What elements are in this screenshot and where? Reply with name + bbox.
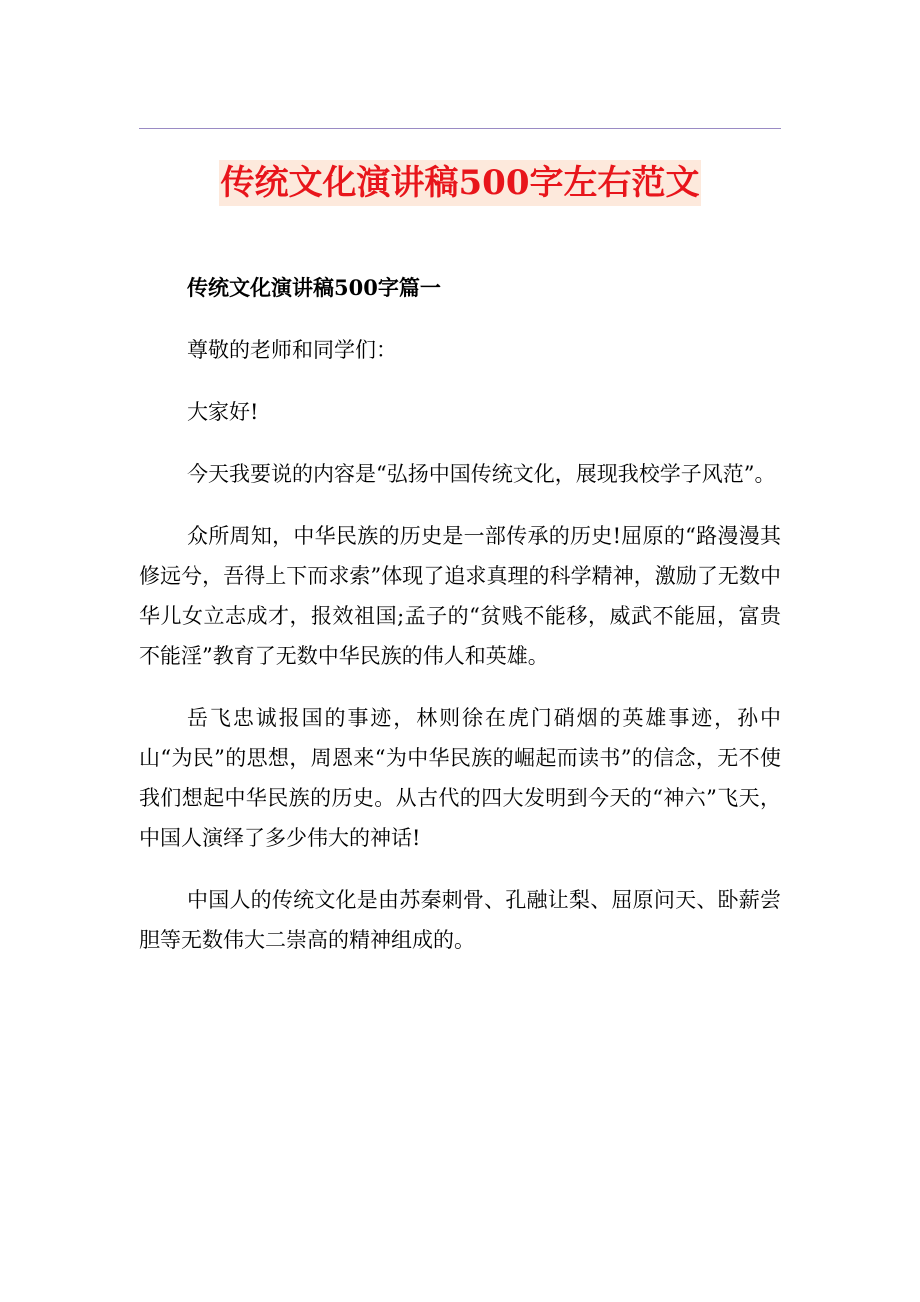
section-heading: 传统文化演讲稿500字篇一	[187, 275, 441, 300]
document-body	[139, 268, 781, 982]
title-container	[0, 160, 920, 206]
paragraph-topic: 今天我要说的内容是“弘扬中国传统文化，展现我校学子风范”。	[187, 462, 776, 486]
paragraph-salutation: 尊敬的老师和同学们：	[187, 338, 397, 362]
paragraph-history: 众所周知，中华民族的历史是一部传承的历史!屈原的“路漫漫其修远兮，吾得上下而求索”体现了追求真理的科学精神，激励了无数中华儿女立志成才，报效祖国;孟子的“贫贱不能移，威武不能屈，富贵不能淫”教育了无数中华民族的伟人和英雄。	[139, 524, 781, 668]
paragraph-greeting: 大家好!	[187, 400, 259, 424]
header-divider	[139, 128, 781, 129]
paragraph-heroes: 岳飞忠诚报国的事迹，林则徐在虎门硝烟的英雄事迹，孙中山“为民”的思想，周恩来“为中华民族的崛起而读书”的信念，无不使我们想起中华民族的历史。从古代的四大发明到今天的“神六”飞天，中国人演绎了多少伟大的神话!	[139, 706, 781, 850]
document-title: 传统文化演讲稿500字左右范文	[219, 160, 702, 206]
paragraph-culture: 中国人的传统文化是由苏秦刺骨、孔融让梨、屈原问天、卧薪尝胆等无数伟大二崇高的精神组成的。	[139, 888, 781, 952]
